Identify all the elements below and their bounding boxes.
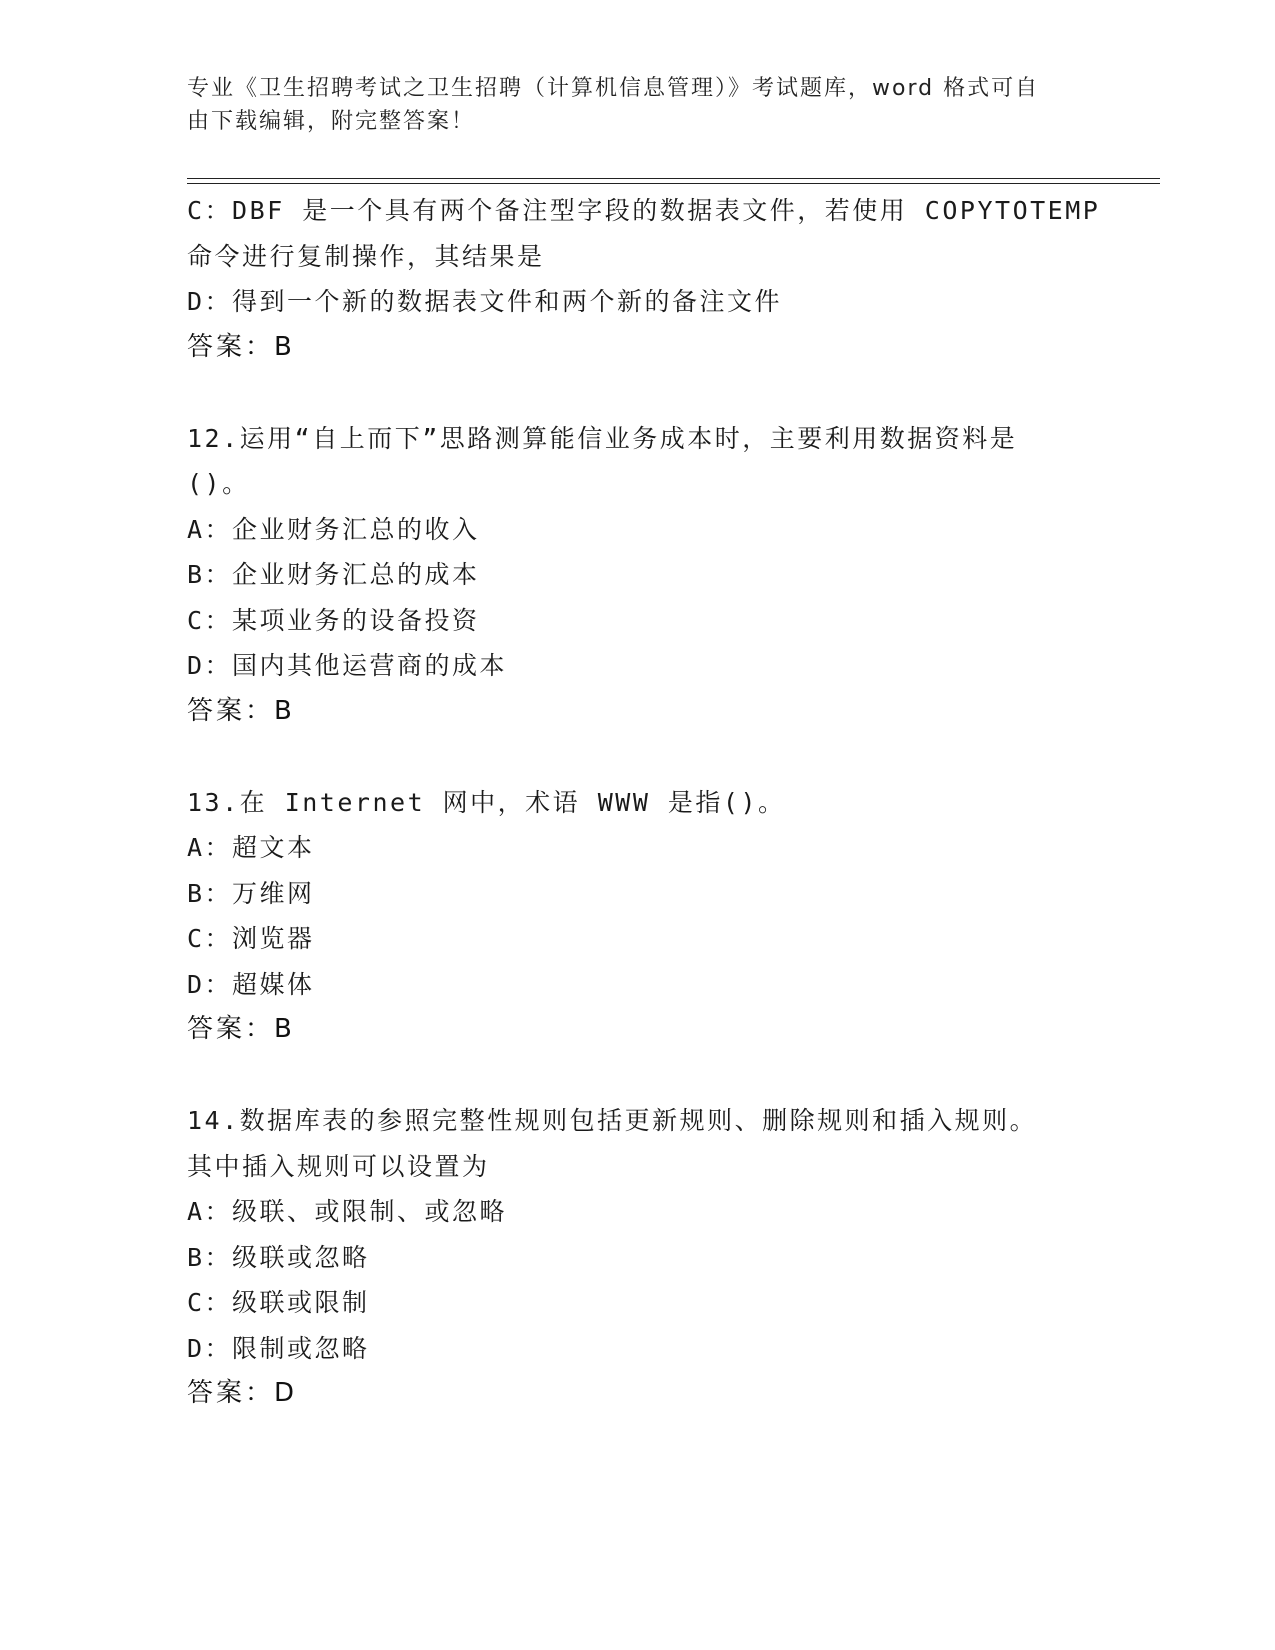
answer: 答案：B <box>187 1014 295 1044</box>
option-d: D：超媒体 <box>187 969 315 999</box>
question-12 <box>187 416 1087 735</box>
option-b: B：万维网 <box>187 878 315 908</box>
question-14 <box>187 1098 1087 1417</box>
option-b: B：级联或忽略 <box>187 1242 370 1272</box>
option-d: D：限制或忽略 <box>187 1333 370 1363</box>
option-a: A：超文本 <box>187 833 315 862</box>
option-c: C：级联或限制 <box>187 1288 370 1317</box>
option-d: D：得到一个新的数据表文件和两个新的备注文件 <box>187 287 783 316</box>
header-rule-top <box>187 178 1160 179</box>
option-d: D：国内其他运营商的成本 <box>187 651 508 680</box>
spacer <box>187 734 1087 780</box>
option-c-line-2: 命令进行复制操作，其结果是 <box>187 241 545 271</box>
document-header <box>187 72 1087 138</box>
question-stem-line-2: ()。 <box>187 469 250 498</box>
answer: 答案：B <box>187 331 295 362</box>
option-b: B：企业财务汇总的成本 <box>187 560 480 589</box>
header-line-1: 专业《卫生招聘考试之卫生招聘（计算机信息管理）》考试题库，word 格式可自 <box>187 76 1040 101</box>
question-13 <box>187 780 1087 1053</box>
answer: 答案：D <box>187 1378 298 1408</box>
question-11-tail <box>187 188 1101 370</box>
option-c-line-1: C：DBF 是一个具有两个备注型字段的数据表文件，若使用 COPYTOTEMP <box>187 196 1101 225</box>
header-line-2: 由下载编辑，附完整答案！ <box>187 109 476 134</box>
question-stem-line-1: 12.运用“自上而下”思路测算能信业务成本时，主要利用数据资料是 <box>187 423 1018 453</box>
question-list <box>187 188 1101 1417</box>
question-stem-line-2: 其中插入规则可以设置为 <box>187 1151 490 1181</box>
question-stem: 13.在 Internet 网中，术语 WWW 是指()。 <box>187 787 786 817</box>
spacer <box>187 370 1087 416</box>
option-c: C：某项业务的设备投资 <box>187 605 480 635</box>
question-stem-line-1: 14.数据库表的参照完整性规则包括更新规则、删除规则和插入规则。 <box>187 1106 1038 1135</box>
answer: 答案：B <box>187 695 295 726</box>
option-a: A：级联、或限制、或忽略 <box>187 1197 508 1226</box>
header-rule-bottom <box>187 183 1160 184</box>
option-a: A：企业财务汇总的收入 <box>187 514 480 544</box>
option-c: C：浏览器 <box>187 924 315 953</box>
spacer <box>187 1053 1087 1099</box>
